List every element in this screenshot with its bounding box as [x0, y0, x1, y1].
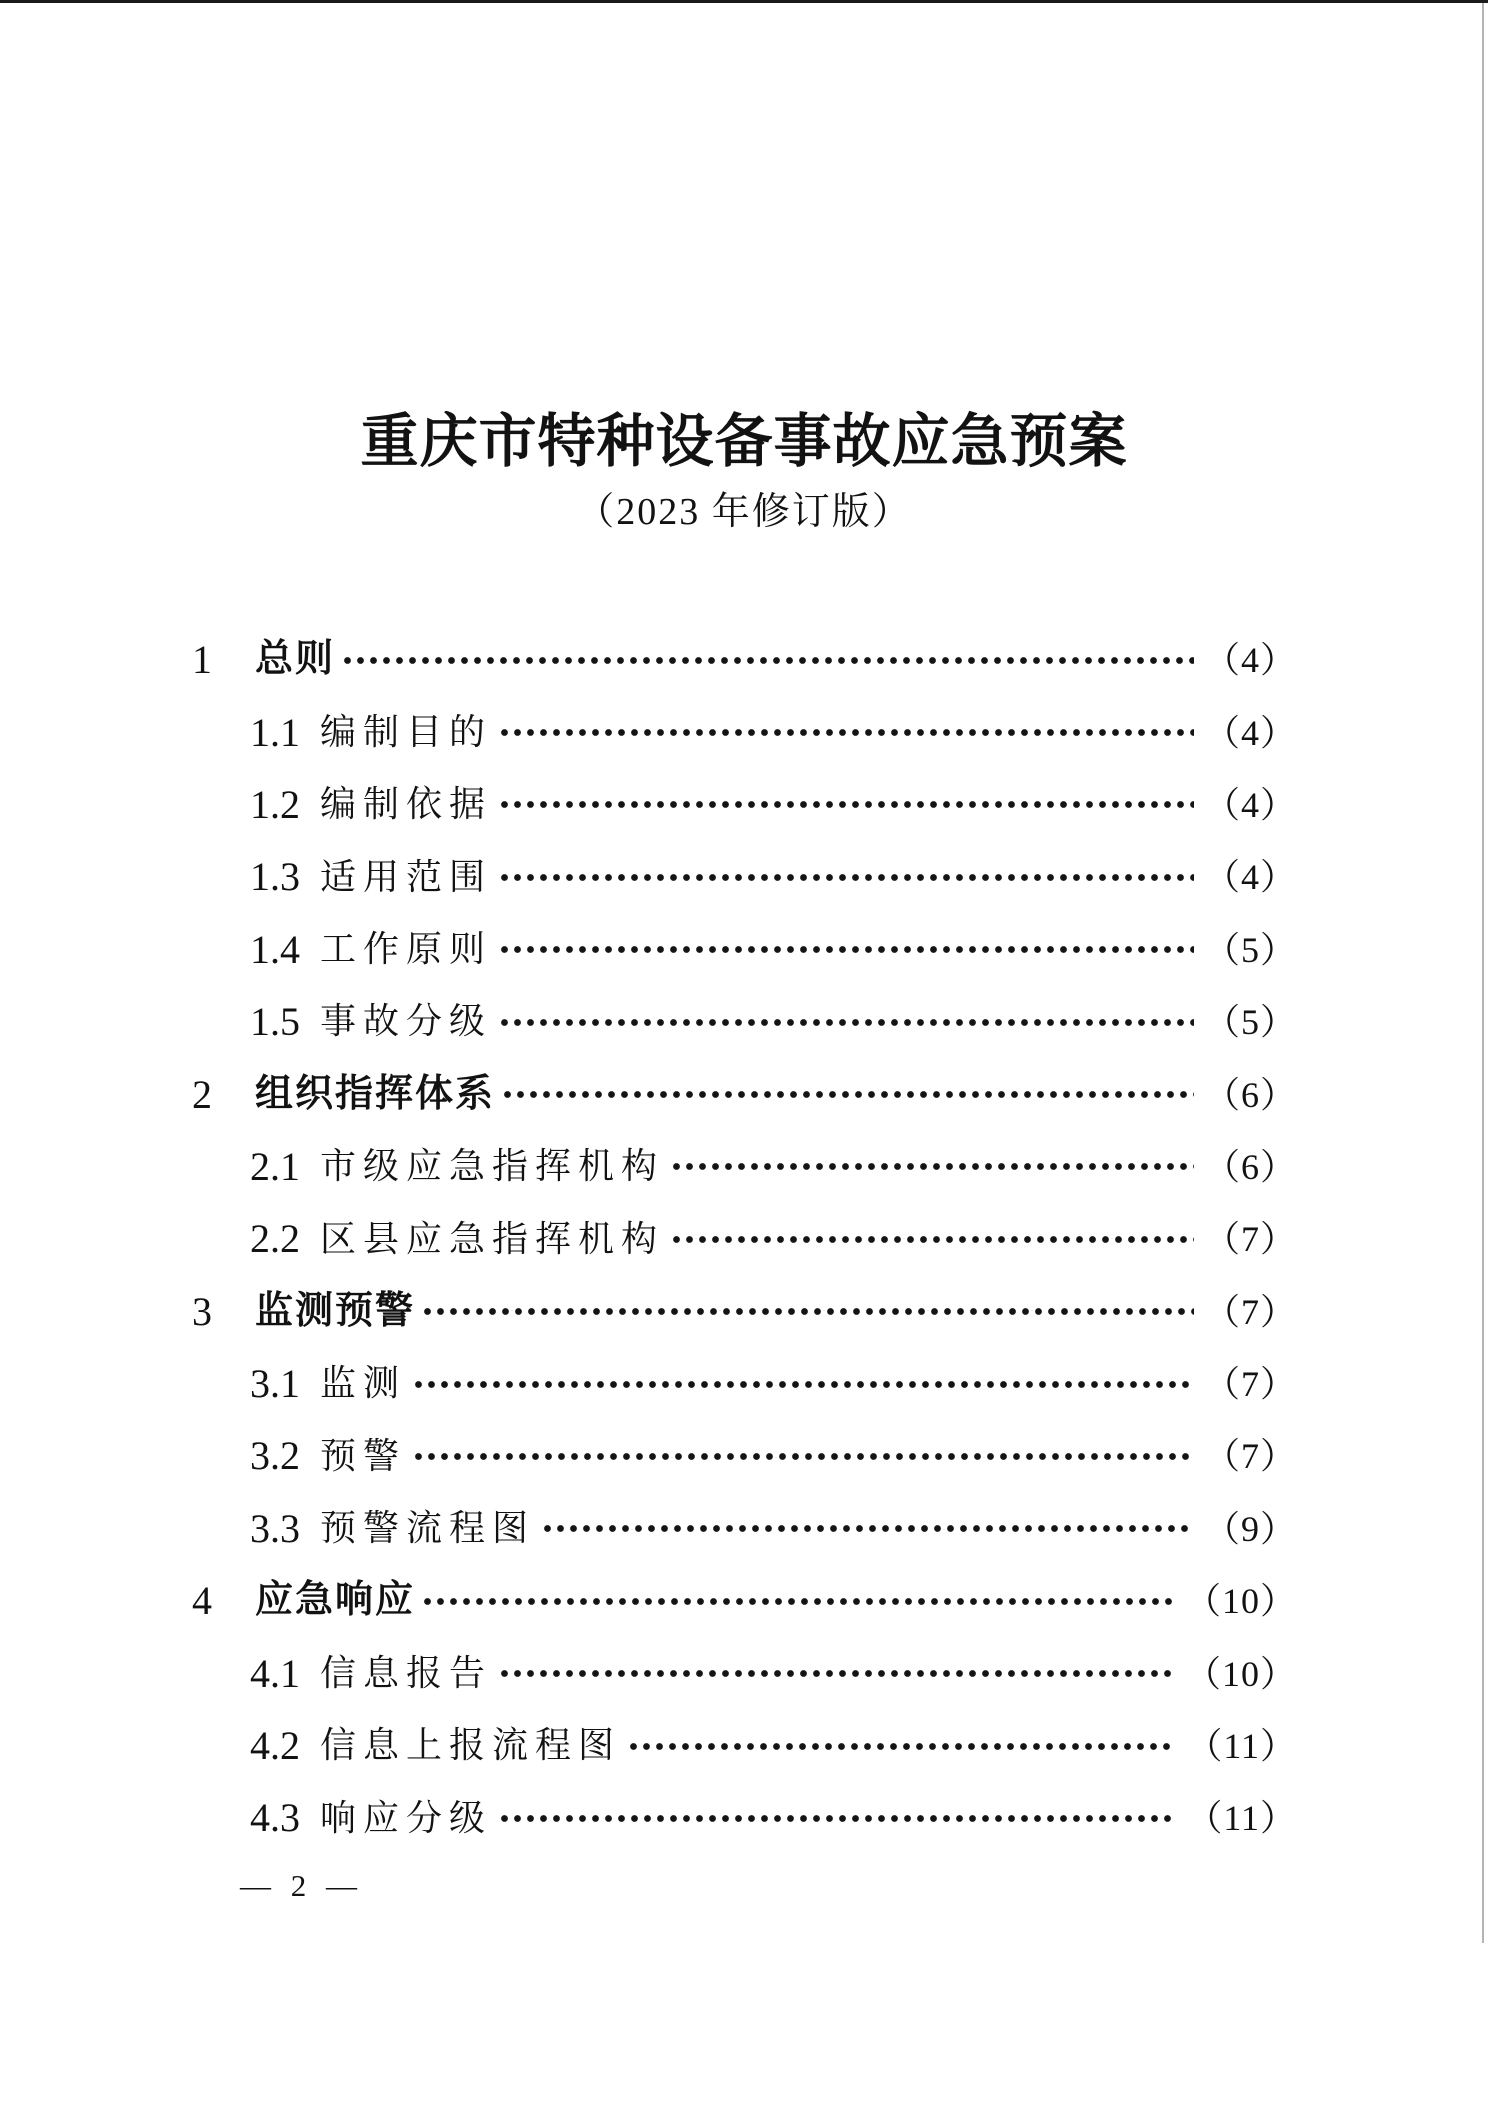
toc-dot-leader: [501, 1058, 1194, 1130]
toc-dot-leader: [498, 696, 1194, 768]
toc-entry-label: 编制目的: [320, 711, 493, 752]
toc-entry-number: 4.3: [250, 1795, 300, 1841]
toc-entry-number: 4.2: [250, 1723, 300, 1769]
toc-entry-page-number: （11）: [1186, 1798, 1297, 1839]
toc-entry-label: 总则: [255, 638, 336, 681]
toc-entry-number: 3.2: [250, 1433, 300, 1479]
toc-entry-page-number: （10）: [1184, 1581, 1297, 1622]
toc-entry: [0, 1782, 1488, 1854]
toc-entry-label: 组织指挥体系: [255, 1072, 496, 1115]
toc-entry-page-number: （9）: [1203, 1508, 1297, 1549]
toc-entry-number: 2: [192, 1071, 212, 1117]
toc-entry: [0, 914, 1488, 986]
toc-entry-page-number: （4）: [1203, 640, 1297, 681]
toc-dot-leader: [421, 1565, 1175, 1637]
toc-entry-page-number: （7）: [1203, 1219, 1297, 1260]
toc-dot-leader: [498, 769, 1194, 841]
toc-entry-label: 编制依据: [320, 784, 493, 825]
toc-entry-number: 1.3: [250, 854, 300, 900]
toc-entry-label: 监测预警: [255, 1289, 416, 1332]
toc-dot-leader: [412, 1420, 1194, 1492]
toc-entry-page-number: （11）: [1186, 1726, 1297, 1767]
toc-entry: [0, 1493, 1488, 1565]
toc-entry-label: 信息报告: [320, 1652, 493, 1693]
toc-entry: [0, 1131, 1488, 1203]
toc-entry: [0, 769, 1488, 841]
toc-entry: [0, 1420, 1488, 1492]
toc-entry-number: 4.1: [250, 1650, 300, 1696]
toc-entry: [0, 1565, 1488, 1637]
toc-entry-page-number: （7）: [1203, 1364, 1297, 1405]
toc-entry: [0, 1348, 1488, 1420]
page-subtitle: （2023 年修订版）: [576, 491, 912, 533]
toc-entry-page-number: （5）: [1203, 1002, 1297, 1043]
toc-entry-number: 3.1: [250, 1361, 300, 1407]
toc-dot-leader: [498, 914, 1194, 986]
toc-entry-number: 3.3: [250, 1505, 300, 1551]
toc-entry-label: 预警流程图: [320, 1508, 536, 1549]
toc-entry-page-number: （4）: [1203, 712, 1297, 753]
toc-entry-number: 2.1: [250, 1143, 300, 1189]
toc-dot-leader: [498, 841, 1194, 913]
toc-entry-number: 1.4: [250, 926, 300, 972]
toc-entry-page-number: （4）: [1203, 857, 1297, 898]
toc-entry-number: 1.2: [250, 781, 300, 827]
toc-entry: [0, 1276, 1488, 1348]
toc-entry-page-number: （7）: [1203, 1291, 1297, 1332]
toc-entry-number: 4: [192, 1578, 212, 1624]
toc-entry-label: 事故分级: [320, 1001, 493, 1042]
toc-entry-label: 应急响应: [255, 1579, 416, 1622]
toc-entry-label: 监测: [320, 1363, 407, 1404]
toc-entry-number: 1.5: [250, 999, 300, 1045]
toc-dot-leader: [670, 1131, 1194, 1203]
toc-entry-page-number: （4）: [1203, 784, 1297, 825]
toc-entry: [0, 1637, 1488, 1709]
toc-dot-leader: [498, 1637, 1175, 1709]
toc-entry-number: 1.1: [250, 709, 300, 755]
toc-entry: [0, 1058, 1488, 1130]
toc-entry-label: 区县应急指挥机构: [320, 1218, 665, 1259]
toc-entry: [0, 1203, 1488, 1275]
scan-top-edge: [0, 0, 1488, 3]
toc-entry: [0, 986, 1488, 1058]
toc-dot-leader: [541, 1493, 1194, 1565]
toc-dot-leader: [498, 986, 1194, 1058]
toc-dot-leader: [670, 1203, 1194, 1275]
toc-entry-page-number: （5）: [1203, 929, 1297, 970]
toc-list: [0, 624, 1488, 1855]
toc-dot-leader: [341, 624, 1194, 696]
toc-entry-number: 3: [192, 1288, 212, 1334]
page-title: 重庆市特种设备事故应急预案: [360, 409, 1128, 474]
toc-entry-number: 2.2: [250, 1216, 300, 1262]
toc-dot-leader: [627, 1710, 1176, 1782]
toc-entry: [0, 624, 1488, 696]
toc-entry-label: 适用范围: [320, 856, 493, 897]
toc-entry: [0, 696, 1488, 768]
toc-entry-page-number: （10）: [1184, 1653, 1297, 1694]
toc-entry-label: 信息上报流程图: [320, 1725, 622, 1766]
toc-entry: [0, 841, 1488, 913]
toc-entry-page-number: （6）: [1203, 1074, 1297, 1115]
toc-dot-leader: [498, 1782, 1176, 1854]
toc-dot-leader: [421, 1276, 1194, 1348]
toc-entry-page-number: （6）: [1203, 1146, 1297, 1187]
toc-entry-label: 响应分级: [320, 1797, 493, 1838]
toc-entry-label: 工作原则: [320, 929, 493, 970]
toc-dot-leader: [412, 1348, 1194, 1420]
toc-entry-label: 市级应急指挥机构: [320, 1146, 665, 1187]
toc-entry-label: 预警: [320, 1435, 407, 1476]
toc-entry: [0, 1710, 1488, 1782]
toc-entry-page-number: （7）: [1203, 1436, 1297, 1477]
page-number-footer: — 2 —: [240, 1868, 363, 1903]
toc-entry-number: 1: [192, 637, 212, 683]
